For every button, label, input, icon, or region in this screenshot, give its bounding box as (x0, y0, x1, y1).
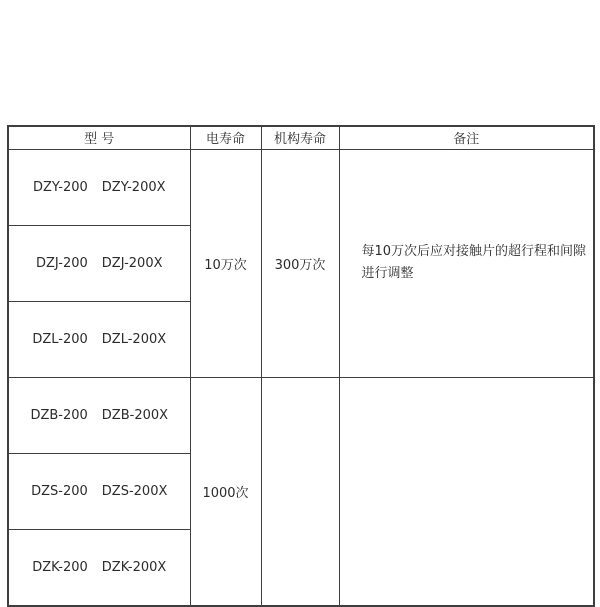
model-cell (8, 149, 190, 225)
header-row (8, 126, 594, 149)
table-row (8, 377, 594, 453)
electrical-life-cell: 10万次 (190, 149, 261, 377)
model-cell (8, 529, 190, 606)
model-text: DZJ-200X (101, 255, 163, 271)
model-pair (9, 484, 190, 499)
model-text: DZB-200X (101, 407, 169, 423)
model-pair (9, 332, 190, 347)
header-remarks: 备注 (339, 126, 594, 149)
model-text: DZL-200 (32, 331, 88, 347)
header-model: 型 号 (8, 126, 190, 149)
header-electrical-life: 电寿命 (190, 126, 261, 149)
model-pair (9, 408, 190, 423)
model-cell (8, 377, 190, 453)
model-cell (8, 301, 190, 377)
model-text: DZS-200X (101, 483, 168, 499)
model-cell (8, 225, 190, 301)
remarks-cell (339, 377, 594, 606)
table-row (8, 149, 594, 225)
spec-table (7, 125, 595, 607)
remarks-cell (339, 149, 594, 377)
model-text: DZS-200 (31, 483, 88, 499)
model-cell (8, 453, 190, 529)
model-pair (9, 256, 190, 271)
mechanism-life-cell (261, 377, 339, 606)
model-text: DZL-200X (101, 331, 167, 347)
mechanism-life-cell: 300万次 (261, 149, 339, 377)
remark-line: 每10万次后应对接触片的超行程和间隙 (361, 244, 587, 259)
spec-table-container (7, 125, 595, 607)
model-pair (9, 560, 190, 575)
model-text: DZK-200X (101, 559, 167, 575)
model-text: DZB-200 (30, 407, 88, 423)
model-text: DZY-200 (32, 179, 88, 195)
header-mechanism-life: 机构寿命 (261, 126, 339, 149)
electrical-life-cell: 1000次 (190, 377, 261, 606)
model-text: DZY-200X (101, 179, 166, 195)
model-text: DZJ-200 (36, 255, 88, 271)
model-pair (9, 180, 190, 195)
model-text: DZK-200 (32, 559, 88, 575)
remark-line: 进行调整 (361, 266, 414, 281)
